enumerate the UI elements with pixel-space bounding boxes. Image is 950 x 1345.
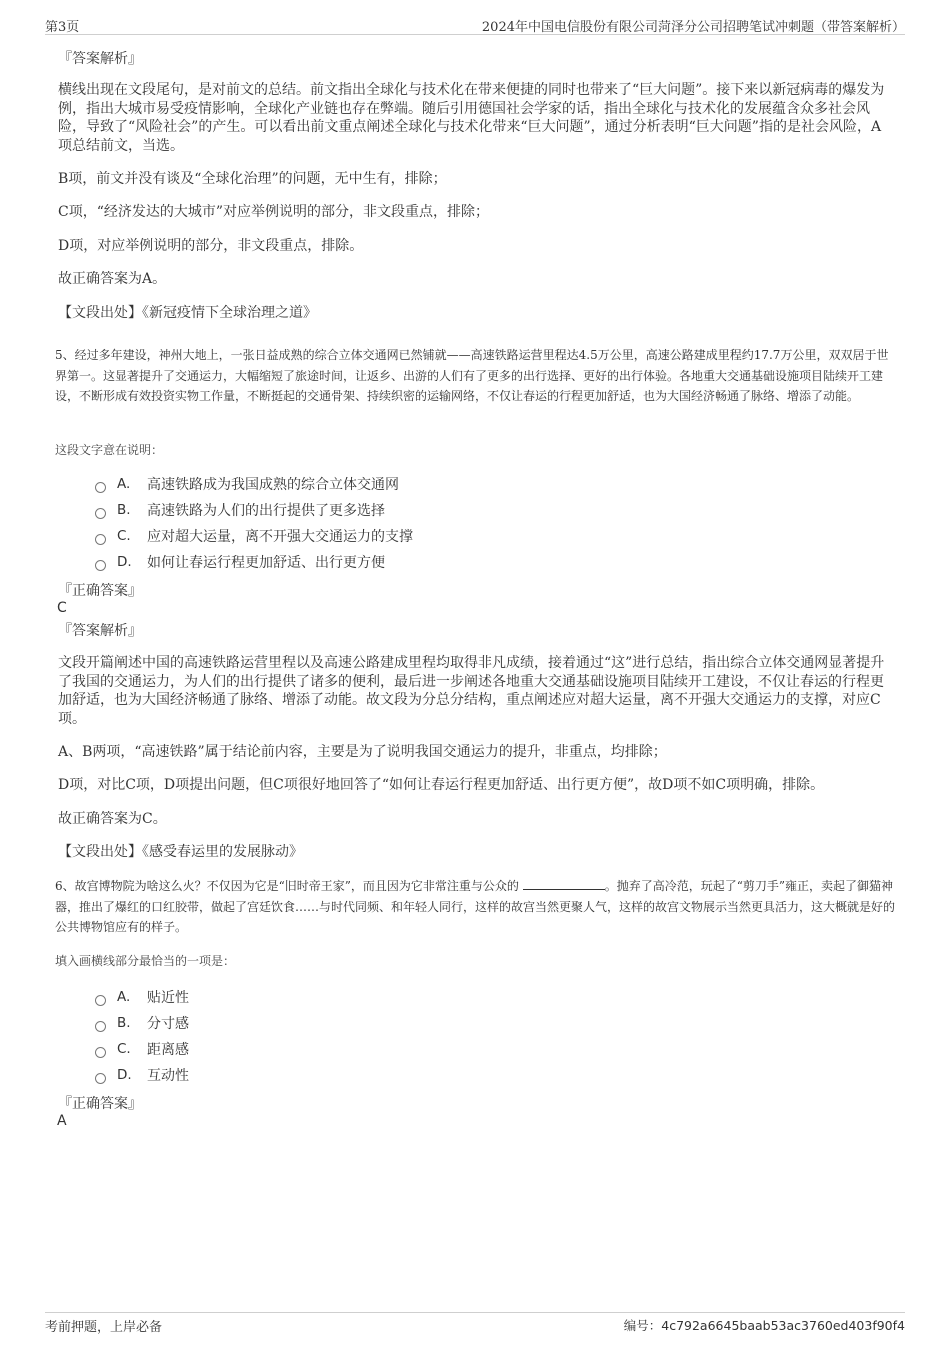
option-text: 应对超大运量，离不开强大交通运力的支撑: [147, 529, 413, 545]
radio-button[interactable]: [95, 482, 106, 493]
option-letter: D.: [117, 554, 132, 570]
option-text: 互动性: [147, 1068, 189, 1084]
q5-answer-label: 『正确答案』: [58, 583, 142, 599]
q5-prompt: 这段文字意在说明：: [55, 443, 164, 457]
radio-button[interactable]: [95, 1073, 106, 1084]
q6-text-after: 。抛弃了高冷范，玩起了“剪刀手”雍正，卖起了御猫神器，推出了爆红的口红胶带，做起了宫廷饮食……与时代同频、和年轻人同行，这样的故宫当然更聚人气，这样的故宫文物展示当然更具活力，这大概就是好的公共博物馆应有的样子。: [55, 879, 896, 934]
q4-analysis-b: B项，前文并没有谈及“全球化治理”的问题，无中生有，排除；: [58, 171, 447, 187]
fill-in-blank: [523, 876, 605, 890]
q5-option-b[interactable]: [95, 500, 385, 520]
page-footer: [45, 1312, 905, 1337]
radio-button[interactable]: [95, 995, 106, 1006]
page-number: 第3页: [45, 20, 80, 35]
q5-analysis-d: D项，对比C项，D项提出问题，但C项很好地回答了“如何让春运行程更加舒适、出行更方便”，故D项不如C项明确，排除。: [58, 777, 825, 793]
q4-analysis-d: D项，对应举例说明的部分，非文段重点，排除。: [58, 238, 364, 254]
radio-button[interactable]: [95, 1021, 106, 1032]
radio-button[interactable]: [95, 1047, 106, 1058]
q6-prompt: 填入画横线部分最恰当的一项是：: [55, 954, 236, 968]
option-letter: C.: [117, 1041, 131, 1057]
document-code: 编号：4c792a6645baab53ac3760ed403f90f4: [623, 1318, 905, 1333]
q5-option-d[interactable]: [95, 552, 385, 572]
q5-analysis-label: 『答案解析』: [58, 623, 142, 639]
q5-answer: C: [57, 600, 67, 616]
q5-source: 【文段出处】《感受春运里的发展脉动》: [58, 844, 303, 860]
q6-question-text: [55, 876, 895, 938]
q5-analysis-main: 文段开篇阐述中国的高速铁路运营里程以及高速公路建成里程均取得非凡成绩，接着通过“这”进行总结，指出综合立体交通网显著提升了我国的交通运力，为人们的出行提供了诸多的便利，最后进一步阐述各地重大交通基础设施项目陆续开工建设，不仅让春运的行程更加舒适，也为大国经济畅通了脉络、增添了动能。故文段为分总分结构，重点阐述应对超大运量，离不开强大交通运力的支撑，对应C项。: [58, 655, 885, 727]
q6-option-a[interactable]: [95, 987, 189, 1007]
option-letter: D.: [117, 1067, 132, 1083]
page-header: [45, 14, 905, 35]
q5-question-text: 5、经过多年建设，神州大地上，一张日益成熟的综合立体交通网已然铺就——高速铁路运营里程达4.5万公里，高速公路建成里程约17.7万公里，双双居于世界第一。这显著提升了交通运力，大幅缩短了旅途时间，让返乡、出游的人们有了更多的出行选择、更好的出行体验。各地重大交通基础设施项目陆续开工建设，不断形成有效投资实物工作量，不断挺起的交通骨架、持续织密的运输网络，不仅让春运的行程更加舒适，也为大国经济畅通了脉络、增添了动能。: [55, 348, 889, 403]
footer-slogan: 考前押题，上岸必备: [45, 1320, 163, 1335]
q6-text-before: 6、故宫博物院为啥这么火？不仅因为它是“旧时帝王家”，而且因为它非常注重与公众的: [55, 879, 519, 893]
q6-answer: A: [57, 1113, 67, 1129]
q5-option-c[interactable]: [95, 526, 413, 546]
q4-analysis-label: 『答案解析』: [58, 51, 142, 67]
option-letter: B.: [117, 502, 131, 518]
option-text: 高速铁路成为我国成熟的综合立体交通网: [147, 477, 399, 493]
q4-analysis-c: C项，“经济发达的大城市”对应举例说明的部分，非文段重点，排除；: [58, 204, 490, 220]
option-letter: A.: [117, 989, 131, 1005]
q6-option-b[interactable]: [95, 1013, 189, 1033]
option-text: 如何让春运行程更加舒适、出行更方便: [147, 555, 385, 571]
option-text: 分寸感: [147, 1016, 189, 1032]
q5-analysis-ab: A、B两项，“高速铁路”属于结论前内容，主要是为了说明我国交通运力的提升，非重点，均排除；: [58, 744, 667, 760]
q6-answer-label: 『正确答案』: [58, 1096, 142, 1112]
option-letter: B.: [117, 1015, 131, 1031]
option-text: 高速铁路为人们的出行提供了更多选择: [147, 503, 385, 519]
q5-option-a[interactable]: [95, 474, 399, 494]
document-title: 2024年中国电信股份有限公司菏泽分公司招聘笔试冲刺题（带答案解析）: [481, 20, 905, 35]
option-letter: C.: [117, 528, 131, 544]
option-text: 距离感: [147, 1042, 189, 1058]
q4-source: 【文段出处】《新冠疫情下全球治理之道》: [58, 305, 317, 321]
option-letter: A.: [117, 476, 131, 492]
radio-button[interactable]: [95, 508, 106, 519]
option-text: 贴近性: [147, 990, 189, 1006]
q4-conclusion: 故正确答案为A。: [58, 271, 167, 287]
radio-button[interactable]: [95, 534, 106, 545]
q6-option-c[interactable]: [95, 1039, 189, 1059]
q6-option-d[interactable]: [95, 1065, 189, 1085]
q5-conclusion: 故正确答案为C。: [58, 811, 167, 827]
radio-button[interactable]: [95, 560, 106, 571]
q4-analysis-main: 横线出现在文段尾句，是对前文的总结。前文指出全球化与技术化在带来便捷的同时也带来了“巨大问题”。接下来以新冠病毒的爆发为例，指出大城市易受疫情影响，全球化产业链也存在弊端。随后引用德国社会学家的话，指出全球化与技术化的发展蕴含众多社会风险，导致了“风险社会”的产生。可以看出前文重点阐述全球化与技术化带来“巨大问题”，通过分析表明“巨大问题”指的是社会风险，A项总结前文，当选。: [58, 82, 885, 154]
